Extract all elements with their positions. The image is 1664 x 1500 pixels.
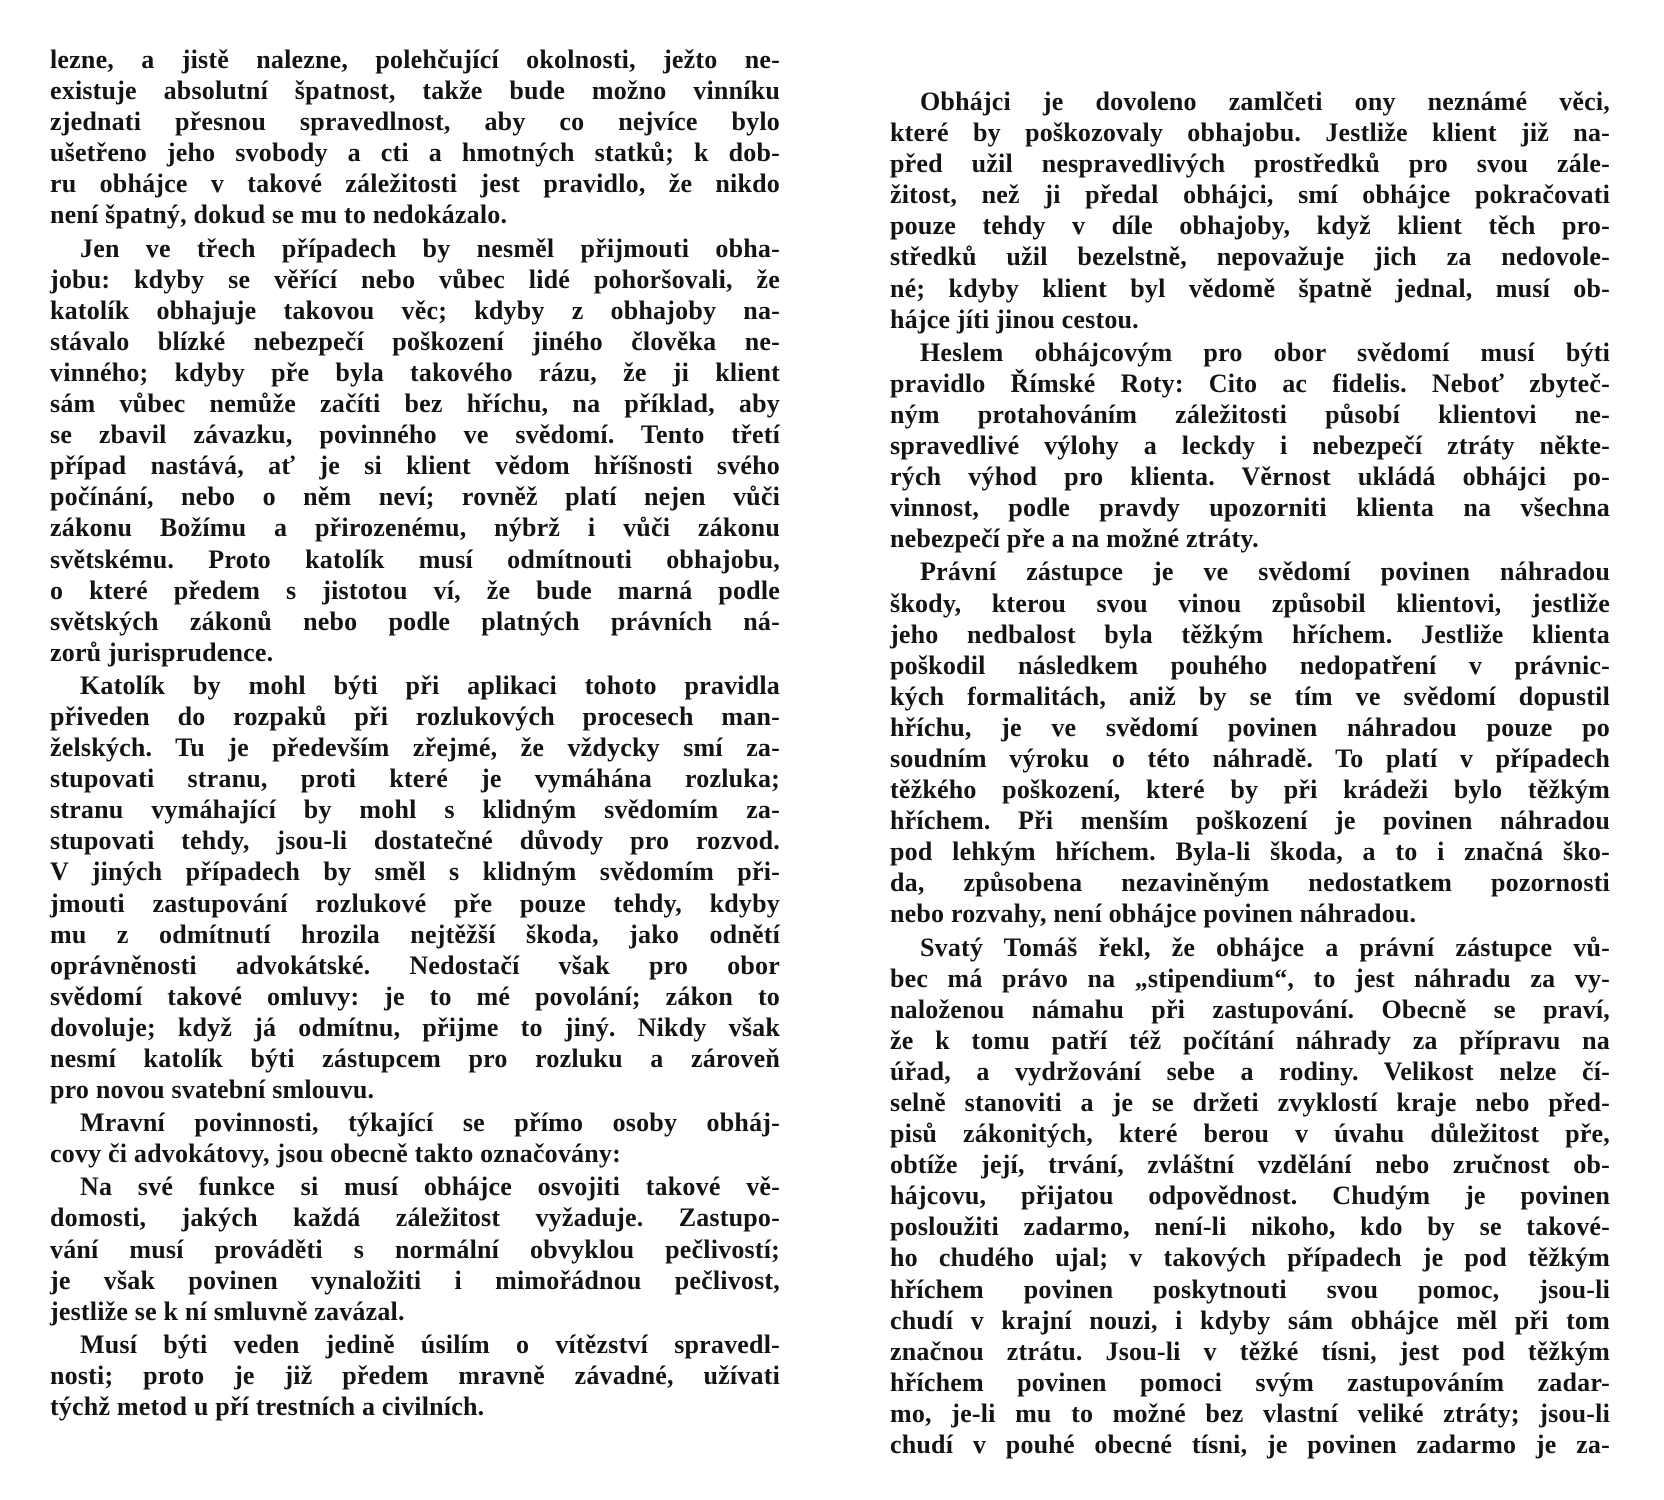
text-line: pouze tehdy v díle obhajoby, když klient těch pro-: [890, 211, 1610, 241]
text-line: sám vůbec nemůže začíti bez hříchu, na příklad, aby: [50, 389, 780, 419]
text-line: ušetřeno jeho svobody a cti a hmotných statků; k dob-: [50, 138, 780, 168]
text-line: světských zákonů nebo podle platných právních ná-: [50, 606, 780, 636]
text-line: škody, kterou svou vinou způsobil klientovi, jestliže: [890, 588, 1610, 618]
text-line: stupovati tehdy, jsou-li dostatečné důvody pro rozvod.: [50, 826, 780, 856]
text-line: nebo rozvahy, není obhájce povinen náhradou.: [890, 899, 1417, 929]
text-line: středků užil bezelstně, nepovažuje jich za nedovole-: [890, 242, 1610, 272]
paragraph: [890, 556, 1610, 929]
paragraph: [50, 1107, 780, 1169]
text-line: vání musí prováděti s normální obvyklou pečlivostí;: [50, 1234, 780, 1264]
text-line: ným protahováním záležitosti působí klientovi ne-: [890, 399, 1610, 429]
text-line: Jen ve třech případech by nesměl přijmouti obha-: [80, 233, 780, 263]
text-line: zorů jurisprudence.: [50, 637, 274, 667]
text-line: hříchem povinen pomoci svým zastupováním zadar-: [890, 1367, 1610, 1397]
text-line: chudí v krajní nouzi, i kdyby sám obhájce měl při tom: [890, 1305, 1610, 1335]
text-line: Obhájci je dovoleno zamlčeti ony neznámé věci,: [920, 87, 1610, 116]
text-line: soudním výroku o této náhradě. To platí v případech: [890, 743, 1610, 773]
text-line: vinného; kdyby pře byla takového rázu, že ji klient: [50, 357, 780, 387]
text-line: existuje absolutní špatnost, takže bude možno vinníku: [50, 76, 780, 106]
text-line: covy či advokátovy, jsou obecně takto označovány:: [50, 1139, 621, 1169]
text-line: oprávněnosti advokátské. Nedostačí však pro obor: [50, 950, 780, 980]
text-line: není špatný, dokud se mu to nedokázalo.: [50, 200, 508, 230]
text-line: hříchu, je ve svědomí povinen náhradou pouze po: [890, 712, 1610, 742]
text-line: Mravní povinnosti, týkající se přímo osoby obháj-: [80, 1108, 780, 1138]
text-line: se zbavil závazku, povinného ve svědomí. Tento třetí: [50, 420, 780, 450]
text-line: domosti, jakých každá záležitost vyžaduje. Zastupo-: [50, 1203, 780, 1233]
paragraph: [890, 337, 1610, 555]
text-line: chudí v pouhé obecné tísni, je povinen zadarmo je za-: [890, 1430, 1610, 1460]
text-line: Na své funkce si musí obhájce osvojiti takové vě-: [80, 1172, 780, 1202]
text-line: kých formalitách, aniž by se tím ve svědomí dopustil: [890, 681, 1610, 711]
text-line: né; kdyby klient byl vědomě špatně jednal, musí ob-: [890, 273, 1610, 303]
text-line: hříchem. Při menším poškození je povinen náhradou: [890, 806, 1610, 836]
text-line: ru obhájce v takové záležitosti jest pravidlo, že nikdo: [50, 169, 780, 199]
paragraph: [890, 932, 1610, 1461]
text-line: hájce jíti jinou cestou.: [890, 304, 1139, 334]
text-line: stávalo blízké nebezpečí poškození jiného člověka ne-: [50, 326, 780, 356]
text-line: lezne, a jistě nalezne, polehčující okolnosti, ježto ne-: [50, 45, 780, 74]
text-line: jmouti zastupování rozlukové pře pouze tehdy, kdyby: [50, 888, 780, 918]
text-line: jobu: kdyby se věřící nebo vůbec lidé pohoršovali, že: [50, 264, 780, 294]
text-line: mo, je-li mu to možné bez vlastní veliké ztráty; jsou-li: [890, 1398, 1610, 1428]
text-line: V jiných případech by směl s klidným svědomím při-: [50, 857, 780, 887]
text-line: pravidlo Římské Roty: Cito ac fidelis. Neboť zbyteč-: [890, 368, 1610, 398]
text-line: poškodil následkem pouhého nedopatření v právnic-: [890, 650, 1610, 680]
paragraph: [50, 233, 780, 668]
text-line: Heslem obhájcovým pro obor svědomí musí býti: [920, 337, 1610, 367]
text-line: pro novou svatební smlouvu.: [50, 1075, 375, 1105]
text-line: vinnost, podle pravdy upozorniti klienta na všechna: [890, 493, 1610, 523]
text-line: stupovati stranu, proti které je vymáhána rozluka;: [50, 764, 780, 794]
text-line: pisů zákonitých, které berou v úvahu důležitost pře,: [890, 1119, 1610, 1149]
text-line: želských. Tu je především zřejmé, že vždycky smí za-: [50, 733, 780, 763]
text-line: Musí býti veden jedině úsilím o vítězství spravedl-: [80, 1329, 780, 1359]
text-line: o které předem s jistotou ví, že bude marná podle: [50, 575, 780, 605]
text-line: katolík obhajuje takovou věc; kdyby z obhajoby na-: [50, 295, 780, 325]
text-line: přiveden do rozpaků při rozlukových procesech man-: [50, 701, 780, 731]
text-line: jeho nedbalost byla těžkým hříchem. Jestliže klienta: [890, 619, 1610, 649]
text-line: nebezpečí pře a na možné ztráty.: [890, 524, 1259, 554]
text-line: úřad, a vydržování sebe a rodiny. Velikost nelze čí-: [890, 1056, 1610, 1086]
text-line: nesmí katolík býti zástupcem pro rozluku a zároveň: [50, 1044, 780, 1073]
text-line: mu z odmítnutí hrozila nejtěžší škoda, jako odnětí: [50, 919, 780, 949]
left-text-column: [50, 44, 780, 1424]
text-line: žitost, než ji předal obhájci, smí obhájce pokračovati: [890, 180, 1610, 210]
text-line: svědomí takové omluvy: je to mé povolání; zákon to: [50, 981, 780, 1011]
text-line: před užil nespravedlivých prostředků pro svou zále-: [890, 149, 1610, 179]
text-line: spravedlivé výlohy a leckdy i nebezpečí ztráty někte-: [890, 431, 1610, 461]
paragraph: [50, 44, 780, 231]
text-line: obtíže její, trvání, zvláštní vzdělání nebo zručnost ob-: [890, 1150, 1610, 1180]
paragraph: [50, 670, 780, 1105]
text-line: hájcovu, přijatou odpovědnost. Chudým je povinen: [890, 1181, 1610, 1211]
text-line: selně stanoviti a je se držeti zvyklostí kraje nebo před-: [890, 1088, 1610, 1117]
right-text-column: [890, 86, 1610, 1462]
text-line: rých výhod pro klienta. Věrnost ukládá obhájci po-: [890, 462, 1610, 492]
text-line: které by poškozovaly obhajobu. Jestliže klient již na-: [890, 118, 1610, 148]
text-line: da, způsobena nezaviněným nedostatkem pozornosti: [890, 868, 1610, 898]
text-line: zákonu Božímu a přirozenému, nýbrž i vůči zákonu: [50, 513, 780, 543]
text-line: posloužiti zadarmo, není-li nikoho, kdo by se takové-: [890, 1212, 1610, 1242]
text-line: ho chudého ujal; v takových případech je pod těžkým: [890, 1243, 1610, 1273]
text-line: těžkého poškození, které by při krádeži bylo těžkým: [890, 775, 1610, 805]
text-line: bec má právo na „stipendium“, to jest náhradu za vy-: [890, 963, 1610, 993]
text-line: světskému. Proto katolík musí odmítnouti obhajobu,: [50, 544, 780, 574]
text-line: je však povinen vynaložiti i mimořádnou pečlivost,: [50, 1265, 780, 1295]
text-line: že k tomu patří též počítání náhrady za přípravu na: [890, 1025, 1610, 1055]
text-line: Právní zástupce je ve svědomí povinen náhradou: [920, 557, 1610, 587]
text-line: naloženou námahu při zastupování. Obecně se praví,: [890, 994, 1610, 1024]
text-line: případ nastává, ať je si klient vědom hříšnosti svého: [50, 451, 780, 481]
text-line: pod lehkým hříchem. Byla-li škoda, a to i značná ško-: [890, 837, 1610, 867]
paragraph: [890, 86, 1610, 335]
text-line: hříchem povinen poskytnouti svou pomoc, jsou-li: [890, 1274, 1610, 1304]
text-line: zjednati přesnou spravedlnost, aby co nejvíce bylo: [50, 107, 780, 137]
text-line: nosti; proto je již předem mravně závadné, užívati: [50, 1360, 780, 1390]
text-line: Svatý Tomáš řekl, že obhájce a právní zástupce vů-: [920, 932, 1610, 962]
paragraph: [50, 1329, 780, 1422]
text-line: značnou ztrátu. Jsou-li v těžké tísni, jest pod těžkým: [890, 1336, 1610, 1366]
text-line: týchž metod u pří trestních a civilních.: [50, 1392, 485, 1422]
text-line: stranu vymáhající by mohl s klidným svědomím za-: [50, 795, 780, 825]
text-line: jestliže se k ní smluvně zavázal.: [50, 1296, 405, 1326]
text-line: počínání, nebo o něm neví; rovněž platí nejen vůči: [50, 482, 780, 512]
text-line: Katolík by mohl býti při aplikaci tohoto pravidla: [80, 670, 780, 700]
paragraph: [50, 1171, 780, 1326]
text-line: dovoluje; když já odmítnu, přijme to jiný. Nikdy však: [50, 1012, 780, 1042]
